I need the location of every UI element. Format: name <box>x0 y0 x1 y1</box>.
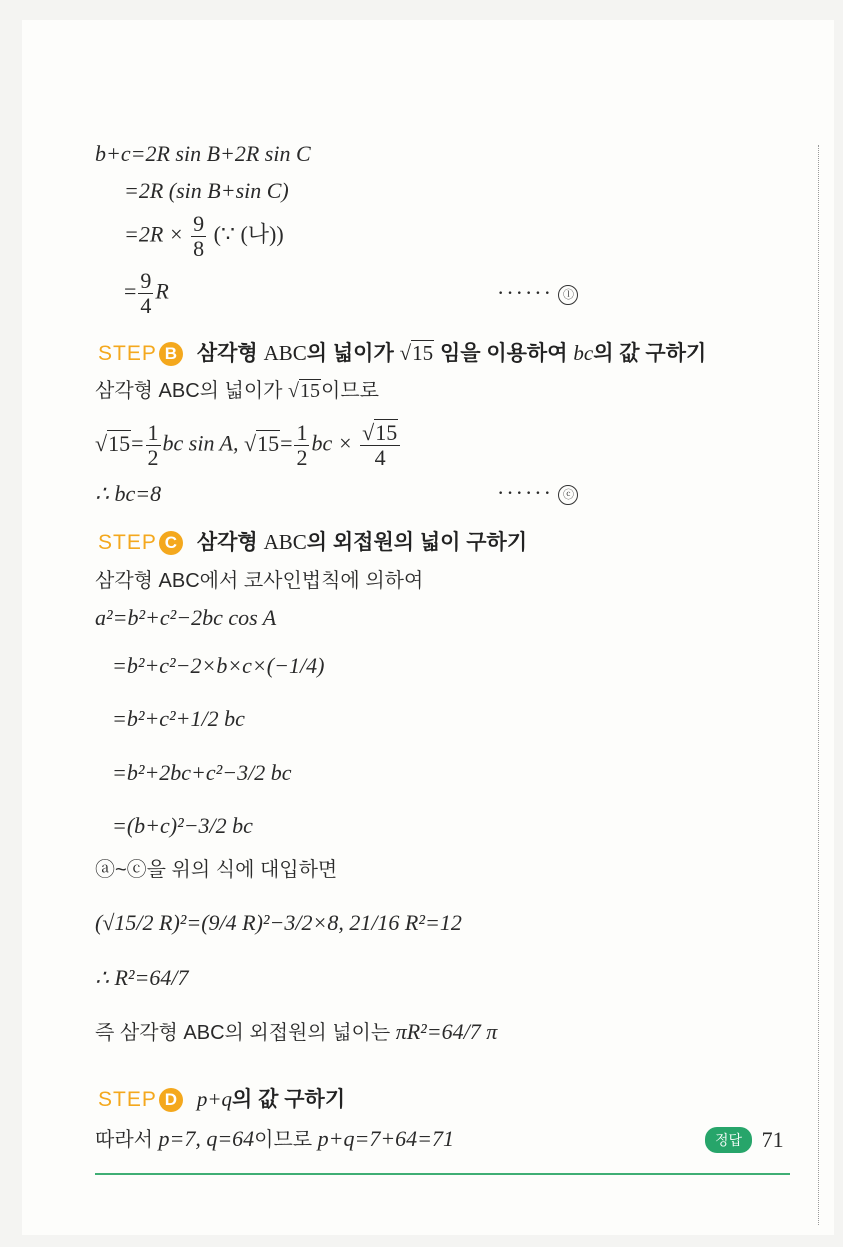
eq-line-2: =2R (sin B+sin C) <box>124 178 289 203</box>
eq-line-3: =2R × $\frac{9}{8}$ (∵ (나)) <box>124 211 284 261</box>
step-c-line-6: =(b+c)²−3/2 bc <box>112 813 253 838</box>
step-c-line-9: ∴ R²=64/7 <box>95 965 189 990</box>
ref-3: ······ ⓒ <box>497 482 578 505</box>
step-c-line-3: =b²+c²−2×b×c×(−1/4) <box>112 653 325 678</box>
step-c-line-4: =b²+c²+1/2 bc <box>112 706 245 731</box>
step-d-heading: STEP D p+q의 값 구하기 <box>98 1087 346 1111</box>
eq-line-1: b+c=2R sin B+2R sin C <box>95 141 311 166</box>
step-b-heading: STEP B 삼각형 ABC의 넓이가 √15 임을 이용하여 bc의 값 구하기 <box>98 341 707 365</box>
step-c-line-10: 즉 삼각형 ABC의 외접원의 넓이는 πR²=64/7 π <box>95 1019 498 1044</box>
step-c-heading: STEP C 삼각형 ABC의 외접원의 넓이 구하기 <box>98 530 528 554</box>
answer-label: 정답 <box>705 1127 752 1153</box>
answer-value: 71 <box>761 1127 784 1152</box>
step-c-line-1: 삼각형 ABC에서 코사인법칙에 의하여 <box>95 570 424 592</box>
margin-dotted-line <box>818 145 819 1225</box>
step-b-line-1: 삼각형 ABC의 넓이가 √15이므로 <box>95 380 379 402</box>
bottom-rule <box>95 1173 790 1175</box>
ref-2: ······ ⓛ <box>497 282 578 305</box>
answer-box <box>705 1127 784 1153</box>
eq-line-4: = $\frac{9}{4}$ R <box>124 268 169 318</box>
step-c-line-2: a²=b²+c²−2bc cos A <box>95 605 277 630</box>
step-c-line-8: (√15/2 R)²=(9/4 R)²−3/2×8, 21/16 R²=12 <box>95 910 462 935</box>
step-d-line-1: 따라서 p=7, q=64이므로 p+q=7+64=71 <box>95 1126 455 1151</box>
step-b-line-3: ∴ bc=8 <box>95 481 162 506</box>
step-c-line-7: ⓐ~ⓒ을 위의 식에 대입하면 <box>95 859 338 881</box>
step-b-line-2: √15= $\frac{1}{2}$ bc sin A, √15= $\frac{1}{2}$ bc × $\frac{√15}{4}$ <box>95 422 402 469</box>
step-c-line-5: =b²+2bc+c²−3/2 bc <box>112 760 292 785</box>
